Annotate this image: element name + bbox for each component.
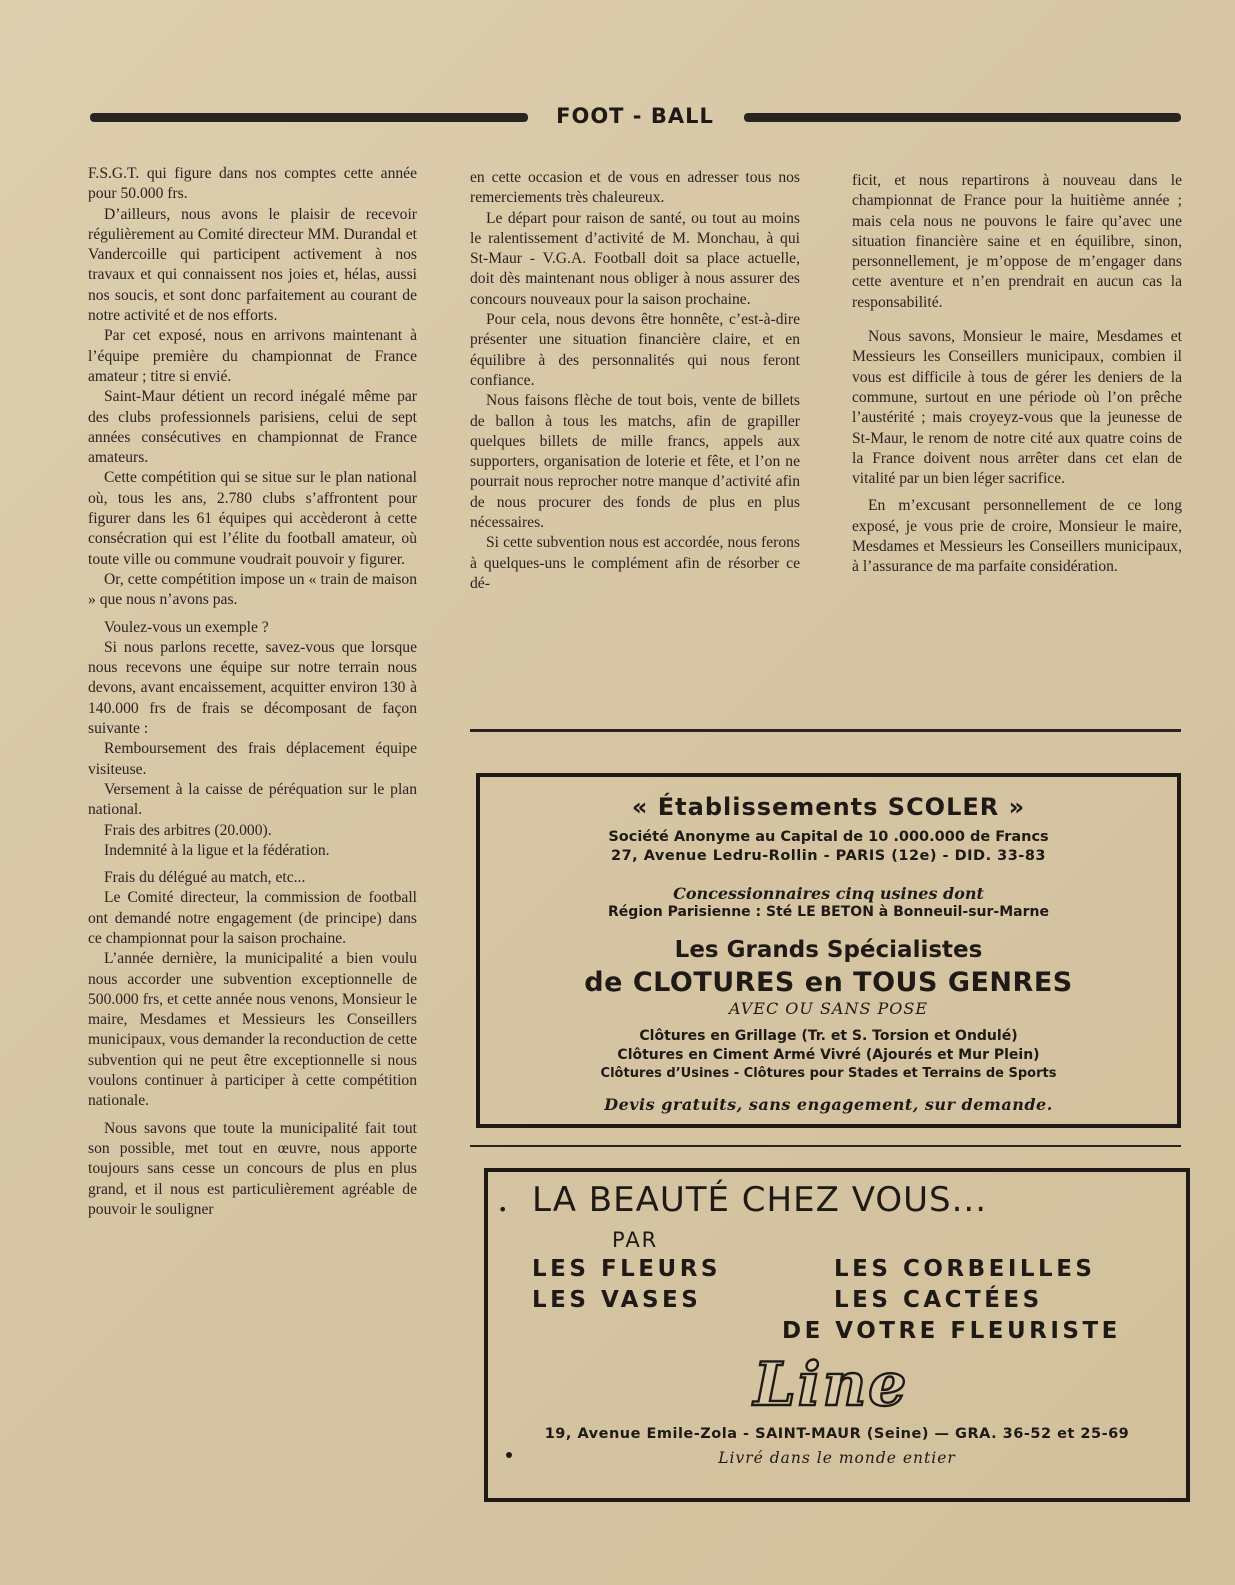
paragraph: Voulez-vous un exemple ? <box>104 618 269 636</box>
paragraph: Par cet exposé, nous en arrivons maintenant à l’équipe première du championnat de France amateur ; titre si envié. <box>88 327 417 385</box>
paragraph: Frais des arbitres (20.000). <box>104 821 272 839</box>
paragraph: F.S.G.T. qui figure dans nos comptes cette année pour 50.000 frs. <box>88 165 417 203</box>
ad-divider-rule <box>470 1145 1181 1147</box>
paragraph: Le départ pour raison de santé, ou tout au moins le ralentissement d’activité de M. Monchau, à qui St-Maur - V.G.A. Football doit sa place actuelle, doit dès maintenant nous obliger à nous assurer des concours nouveaux pour la saison prochaine. <box>470 209 800 308</box>
bullet-icon: • <box>498 1200 508 1219</box>
paragraph: ficit, et nous repartirons à nouveau dans le championnat de France pour la huitième année ; mais cela nous ne pouvons le faire qu’avec une situation financière saine et en équilibre, sinon, personnellement, je m’oppose de m’engager dans cette aventure et n’en prendrait en aucun cas la responsabilité. <box>852 172 1182 311</box>
paragraph: L’année dernière, la municipalité a bien voulu nous accorder une subvention exceptionnelle de 500.000 frs, et cette année nous venons, Monsieur le maire, Mesdames et Messieurs les Conseillers municipaux, vous demander la reconduction de cette subvention qui ne peut être exceptionnelle si nous voulons continuer à participer à cette compétition nationale. <box>88 950 417 1110</box>
ad-product-line-2: Clôtures en Ciment Armé Vivré (Ajourés et Mur Plein) <box>617 1047 1040 1063</box>
ad-product-line-3: Clôtures d’Usines - Clôtures pour Stades et Terrains de Sports <box>600 1066 1057 1081</box>
paragraph: Nous faisons flèche de tout bois, vente de billets de ballon à tous les matchs, afin de grapiller quelques billets de mille francs, appels aux supporters, organisation de loterie et fête, et l’on ne pourrait nous reprocher notre manque d’activité afin de nous procurer des fonds de plus en plus nécessaires. <box>470 392 800 532</box>
paragraph: Pour cela, nous devons être honnête, c’est-à-dire présenter une situation financière claire, et en équilibre à des personnalités qui nous feront confiance. <box>470 311 800 389</box>
ad-specialists-line-1: Les Grands Spécialistes <box>674 937 983 963</box>
paragraph: en cette occasion et de vous en adresser tous nos remerciements très chaleureux. <box>470 169 800 207</box>
ad-address: 19, Avenue Emile-Zola - SAINT-MAUR (Seine) — GRA. 36-52 et 25-69 <box>544 1426 1130 1442</box>
ad-item: LES CACTÉES <box>834 1287 1043 1313</box>
paragraph: D’ailleurs, nous avons le plaisir de recevoir régulièrement au Comité directeur MM. Durandal et Vandercoille qui participent activement à nos travaux et qui connaissent nos joies et, hélas, aussi nos soucis, et sont donc parfaitement au courant de notre activité et de nos efforts. <box>88 205 417 325</box>
article-column-2 <box>470 168 800 594</box>
ad-fleuriste: DE VOTRE FLEURISTE <box>782 1318 1121 1344</box>
paragraph: Si cette subvention nous est accordée, nous ferons à quelques-uns le complément afin de résorber ce dé- <box>470 534 800 592</box>
paragraph: Remboursement des frais déplacement équipe visiteuse. <box>88 740 417 778</box>
column-divider-rule <box>470 729 1181 732</box>
header-rule-left <box>90 113 528 122</box>
paragraph: En m’excusant personnellement de ce long exposé, je vous prie de croire, Monsieur le maire, Mesdames et Messieurs les Conseillers municipaux, à l’assurance de ma parfaite considération. <box>852 497 1182 576</box>
ad-region: Région Parisienne : Sté LE BETON à Bonneuil-sur-Marne <box>608 904 1049 920</box>
advertisement-fleuriste <box>484 1168 1190 1502</box>
ad-product-line-1: Clôtures en Grillage (Tr. et S. Torsion et Ondulé) <box>639 1028 1018 1044</box>
paragraph: Saint-Maur détient un record inégalé même par des clubs professionnels parisiens, celui de sept années consécutives en championnat de France amateurs. <box>88 388 417 467</box>
section-title: FOOT - BALL <box>556 104 714 128</box>
ad-specialists-line-2: de CLOTURES en TOUS GENRES <box>584 967 1073 998</box>
ad-brand-logo: Line <box>753 1350 909 1420</box>
ad-headline: LA BEAUTÉ CHEZ VOUS... <box>532 1180 988 1220</box>
ad-par: PAR <box>612 1228 659 1252</box>
paragraph: Nous savons que toute la municipalité fait tout son possible, met tout en œuvre, nous apporte toujours sans cesse un concours de plus en plus grand, et il nous est particulièrement agréable de pouvoir le souligner <box>88 1119 417 1218</box>
advertisement-scoler <box>476 773 1181 1128</box>
paragraph: Or, cette compétition impose un « train de maison » que nous n’avons pas. <box>88 570 417 609</box>
ad-concessionnaires: Concessionnaires cinq usines dont <box>673 884 984 903</box>
paragraph: Frais du délégué au match, etc... <box>104 869 306 887</box>
paragraph: Le Comité directeur, la commission de football ont demandé notre engagement (de principe) dans ce championnat pour la saison prochaine. <box>88 889 417 947</box>
article-column-1 <box>88 164 417 1220</box>
header-rule-right <box>744 113 1181 122</box>
ad-item: LES VASES <box>532 1287 702 1313</box>
ad-devis: Devis gratuits, sans engagement, sur demande. <box>604 1095 1053 1114</box>
ad-delivery-note: Livré dans le monde entier <box>718 1449 956 1467</box>
paragraph: Indemnité à la ligue et la fédération. <box>104 841 330 859</box>
ad-item: LES FLEURS <box>532 1256 721 1282</box>
ad-address: 27, Avenue Ledru-Rollin - PARIS (12e) - DID. 33-83 <box>610 848 1047 864</box>
ad-capital: Société Anonyme au Capital de 10 .000.000 de Francs <box>608 829 1049 845</box>
article-column-3 <box>852 171 1182 578</box>
paragraph: Cette compétition qui se situe sur le plan national où, tous les ans, 2.780 clubs s’affrontent pour figurer dans les 61 équipes qui accèderont à cette consécration qui est l’élite du football amateur, où toute ville ou commune voudrait pouvoir y figurer. <box>88 469 417 568</box>
paragraph: Nous savons, Monsieur le maire, Mesdames et Messieurs les Conseillers municipaux, combien il vous est difficile à tous de gérer les deniers de la commune, surtout en une période où l’on prêche l’austérité ; mais croyeyz-vous que la jeunesse de St-Maur, le renom de notre cité aux quatre coins de la France doivent nous arrêter dans cet elan de vitalité par un bien léger sacrifice. <box>852 328 1182 488</box>
paragraph: Si nous parlons recette, savez-vous que lorsque nous recevons une équipe sur notre terrain nous devons, avant encaissement, acquitter environ 130 à 140.000 frs de frais se décomposant de façon suivante : <box>88 638 417 738</box>
paragraph: Versement à la caisse de péréquation sur le plan national. <box>88 780 417 819</box>
ad-pose: AVEC OU SANS POSE <box>728 999 929 1018</box>
ad-company-name: « Établissements SCOLER » <box>631 793 1026 821</box>
ad-item: LES CORBEILLES <box>834 1256 1096 1282</box>
